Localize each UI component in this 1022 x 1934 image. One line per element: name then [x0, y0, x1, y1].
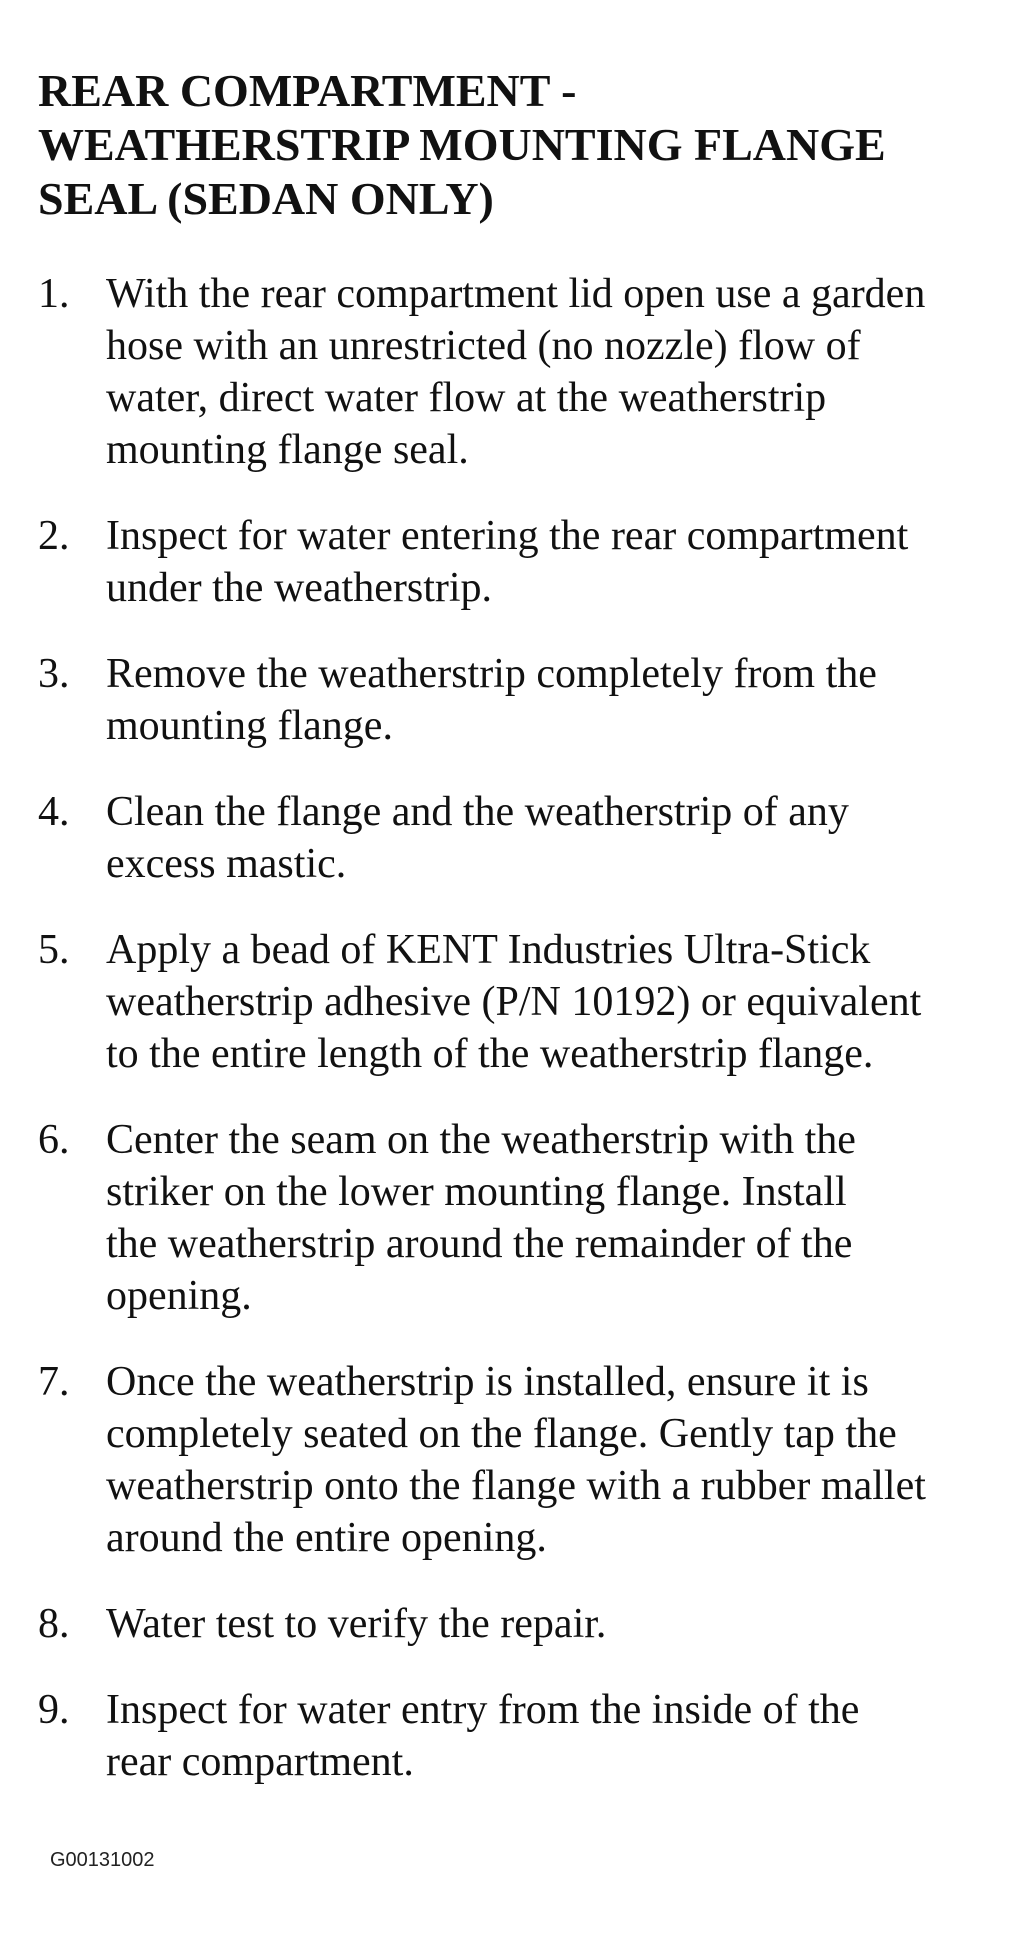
step-number: 5. — [38, 927, 70, 973]
procedure-step — [38, 1114, 1008, 1322]
step-text: Inspect for water entering the rear compartment under the weatherstrip. — [106, 513, 909, 611]
procedure-step — [38, 510, 1008, 614]
step-text: Remove the weatherstrip completely from the mounting flange. — [106, 651, 877, 749]
step-number: 8. — [38, 1601, 70, 1647]
step-text: Apply a bead of KENT Industries Ultra-Stick weatherstrip adhesive (P/N 10192) or equivalent to the entire length of the weatherstrip flange. — [106, 927, 922, 1077]
procedure-step — [38, 1356, 1008, 1564]
title-line-3: SEAL (SEDAN ONLY) — [38, 173, 494, 224]
step-number: 7. — [38, 1359, 70, 1405]
procedure-step — [38, 924, 1008, 1080]
step-text: Inspect for water entry from the inside of the rear compartment. — [106, 1687, 860, 1785]
procedure-step — [38, 1684, 1008, 1788]
document-title — [38, 64, 998, 226]
step-text: Center the seam on the weatherstrip with the striker on the lower mounting flange. Install the weatherstrip around the remainder of the opening. — [106, 1117, 856, 1319]
step-number: 1. — [38, 271, 70, 317]
title-line-2: WEATHERSTRIP MOUNTING FLANGE — [38, 119, 886, 170]
step-number: 4. — [38, 789, 70, 835]
title-line-1: REAR COMPARTMENT - — [38, 65, 577, 116]
step-text: Water test to verify the repair. — [106, 1601, 607, 1647]
step-number: 9. — [38, 1687, 70, 1733]
figure-identifier: G00131002 — [50, 1849, 155, 1871]
step-number: 3. — [38, 651, 70, 697]
step-text: Once the weatherstrip is installed, ensure it is completely seated on the flange. Gently tap the weatherstrip onto the flange with a rubber mallet around the entire opening. — [106, 1359, 926, 1561]
step-text: Clean the flange and the weatherstrip of any excess mastic. — [106, 789, 849, 887]
step-text: With the rear compartment lid open use a garden hose with an unrestricted (no nozzle) flow of water, direct water flow at the weatherstrip mounting flange seal. — [106, 271, 926, 473]
procedure-step — [38, 648, 1008, 752]
procedure-step — [38, 268, 1008, 476]
step-number: 6. — [38, 1117, 70, 1163]
procedure-step — [38, 1598, 1008, 1650]
step-number: 2. — [38, 513, 70, 559]
procedure-step — [38, 786, 1008, 890]
procedure-steps-list — [38, 268, 1008, 1822]
